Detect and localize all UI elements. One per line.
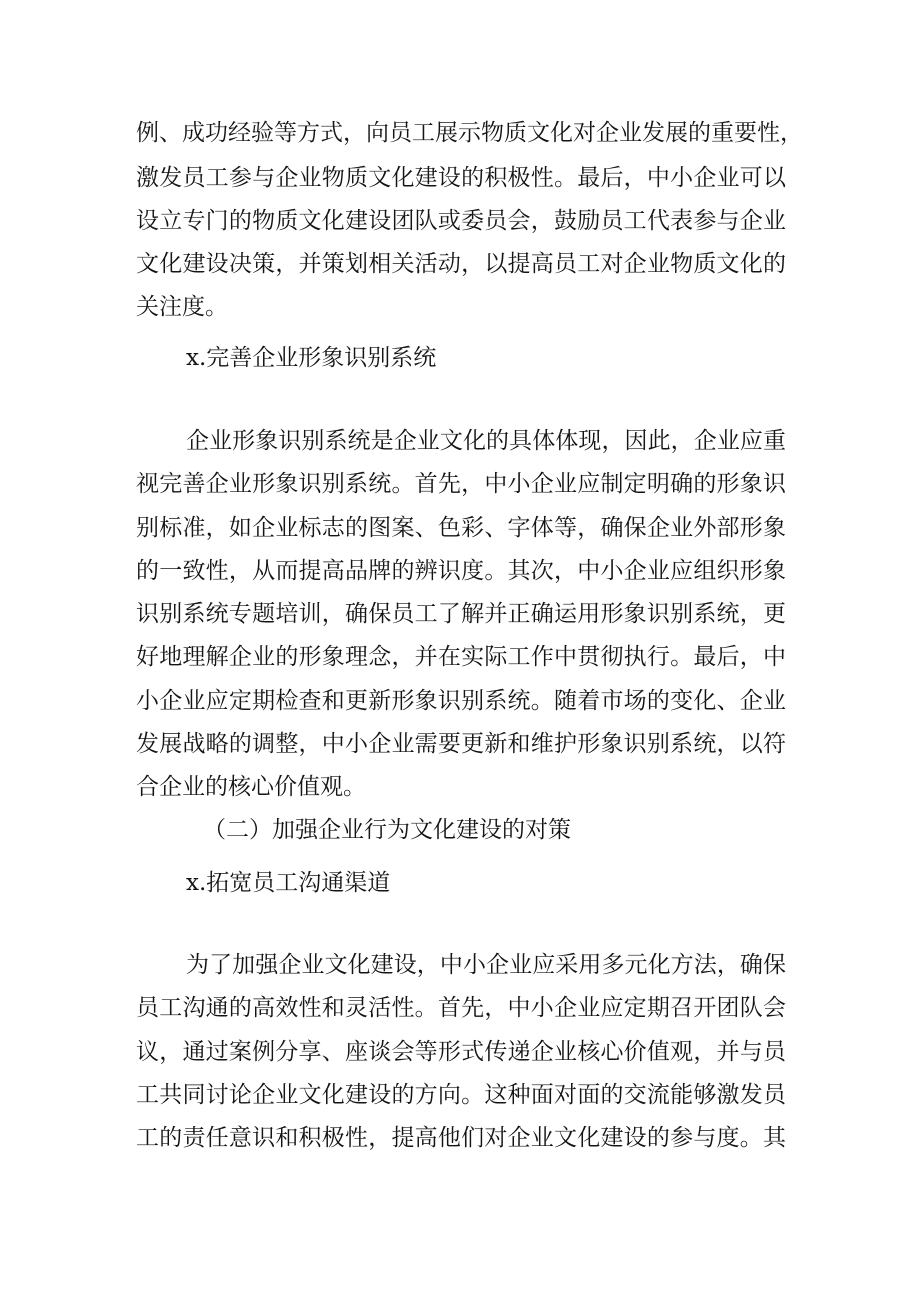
paragraph-line: 例、成功经验等方式，向员工展示物质文化对企业发展的重要性，	[136, 120, 803, 146]
paragraph-line: 合企业的核心价值观。	[136, 774, 366, 800]
paragraph-line: 好地理解企业的形象理念，并在实际工作中贯彻执行。最后，中	[136, 644, 786, 670]
subsection-heading: x.拓宽员工沟通渠道	[186, 870, 391, 896]
paragraph-line: 的一致性，从而提高品牌的辨识度。其次，中小企业应组织形象	[136, 558, 786, 584]
paragraph-line: 员工沟通的高效性和灵活性。首先，中小企业应定期召开团队会	[136, 995, 786, 1021]
subsection-heading: x.完善企业形象识别系统	[186, 345, 437, 371]
paragraph-line: 激发员工参与企业物质文化建设的积极性。最后，中小企业可以	[136, 165, 786, 191]
paragraph-line: 发展战略的调整，中小企业需要更新和维护形象识别系统，以符	[136, 731, 786, 757]
paragraph-line: 工的责任意识和积极性，提高他们对企业文化建设的参与度。其	[136, 1125, 786, 1151]
paragraph-line: 小企业应定期检查和更新形象识别系统。随着市场的变化、企业	[136, 688, 786, 714]
section-heading: （二）加强企业行为文化建设的对策	[203, 817, 571, 843]
paragraph-line: 文化建设决策，并策划相关活动，以提高员工对企业物质文化的	[136, 251, 786, 277]
paragraph-line: 工共同讨论企业文化建设的方向。这种面对面的交流能够激发员	[136, 1082, 786, 1108]
paragraph-line: 识别系统专题培训，确保员工了解并正确运用形象识别系统，更	[136, 601, 786, 627]
paragraph-line: 企业形象识别系统是企业文化的具体体现，因此，企业应重	[186, 428, 786, 454]
paragraph-line: 设立专门的物质文化建设团队或委员会，鼓励员工代表参与企业	[136, 208, 786, 234]
paragraph-line: 关注度。	[136, 294, 228, 320]
paragraph-line: 为了加强企业文化建设，中小企业应采用多元化方法，确保	[186, 952, 786, 978]
paragraph-line: 议，通过案例分享、座谈会等形式传递企业核心价值观，并与员	[136, 1039, 786, 1065]
paragraph-line: 视完善企业形象识别系统。首先，中小企业应制定明确的形象识	[136, 471, 786, 497]
paragraph-line: 别标准，如企业标志的图案、色彩、字体等，确保企业外部形象	[136, 515, 786, 541]
